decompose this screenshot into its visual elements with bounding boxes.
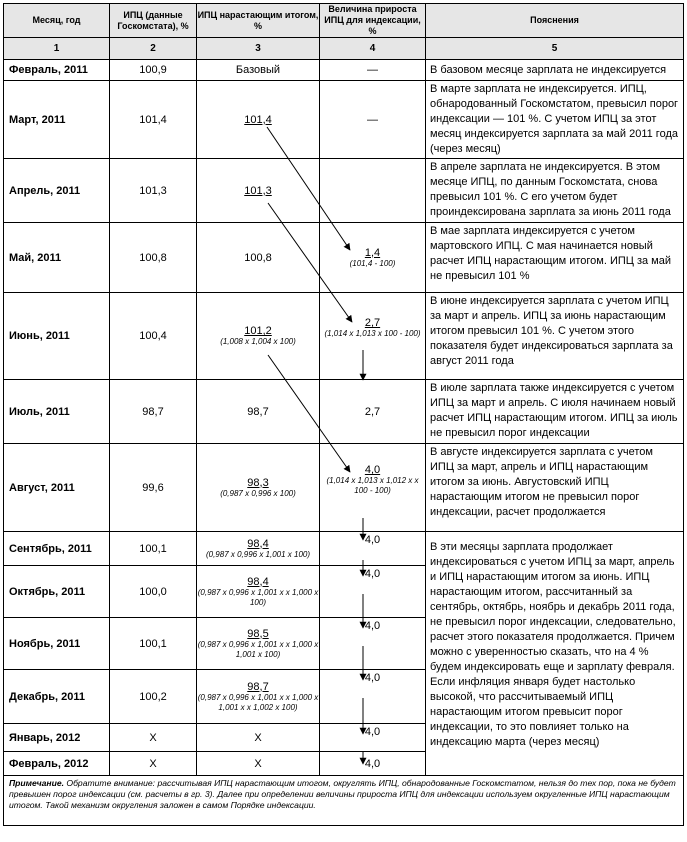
cumulative-cell: X <box>197 724 320 752</box>
month-cell: Апрель, 2011 <box>4 159 110 223</box>
month-cell: Ноябрь, 2011 <box>4 618 110 670</box>
cumulative-value: 98,3 <box>247 476 269 489</box>
cpi-cell: 100,4 <box>110 293 197 380</box>
cumulative-value: 98,5 <box>247 627 269 640</box>
cumulative-value: 98,4 <box>247 575 269 588</box>
cumulative-value: 101,2 <box>244 325 272 337</box>
growth-cell: 4,0 <box>320 618 426 670</box>
growth-value: 2,7 <box>364 317 381 329</box>
explanation-merged: В эти месяцы зарплата продолжает индексироваться с учетом ИПЦ за март, апрель и ИПЦ нарастающим итогом за июнь. ИПЦ нарастающим итогом, рассчитанный за сентябрь, октябрь, ноябрь и декабрь 2011 года, не превысил порог индексации, следовательно, расчет этого показателя продолжается. Причем можно с уверенностью сказать, что на 4 % будем индексировать еще и зарплату февраля. Если инфляция января будет настолько высокой, что рассчитываемый ИПЦ нарастающим итогом превысит порог индексации, то это повлияет только на индексацию марта (через месяц) <box>426 532 684 776</box>
growth-calc: (101,4 - 100) <box>349 258 396 268</box>
month-cell: Февраль, 2012 <box>4 752 110 776</box>
cumulative-cell: 101,4 <box>244 113 272 126</box>
column-number: 3 <box>197 38 320 60</box>
month-cell: Июль, 2011 <box>4 380 110 444</box>
cpi-cell: 100,0 <box>110 566 197 618</box>
cumulative-value: 98,7 <box>247 680 269 693</box>
growth-cell: 2,7 <box>320 380 426 444</box>
cumulative-calc: (0,987 x 0,996 x 1,001 x x 1,000 x 1,001 x 100) <box>197 639 319 659</box>
explanation-cell: В апреле зарплата не индексируется. В этом месяце ИПЦ, по данным Госкомстата, снова превысил 101 %. С его учетом будет проиндексирована зарплата за июнь 2011 года <box>426 159 684 223</box>
cpi-cell: 101,4 <box>110 81 197 159</box>
growth-cell: 4,0 <box>320 532 426 566</box>
growth-cell: 4,0 <box>320 566 426 618</box>
cpi-cell: 100,1 <box>110 532 197 566</box>
month-cell: Январь, 2012 <box>4 724 110 752</box>
cpi-cell: X <box>110 724 197 752</box>
cpi-cell: 100,9 <box>110 60 197 81</box>
cpi-cell: 100,8 <box>110 223 197 293</box>
explanation-cell: В мае зарплата индексируется с учетом мартовского ИПЦ. С мая начинается новый расчет ИПЦ нарастающим итогом. ИПЦ за май не превысил 101 % <box>426 223 684 293</box>
column-number: 4 <box>320 38 426 60</box>
cumulative-cell: Базовый <box>197 60 320 81</box>
cpi-cell: 101,3 <box>110 159 197 223</box>
header-month: Месяц, год <box>4 4 110 38</box>
cumulative-calc: (0,987 x 0,996 x 100) <box>220 488 296 498</box>
cumulative-calc: (0,987 x 0,996 x 1,001 x 100) <box>205 549 311 559</box>
month-cell: Декабрь, 2011 <box>4 670 110 724</box>
cpi-cell: X <box>110 752 197 776</box>
note-text: Обратите внимание: рассчитывая ИПЦ нарастающим итогом, округлять ИПЦ, обнародованные Госкомстатом, нельзя до тех пор, пока не будет превышен порог индексации (см. расчеты в гр. 3). Далее при определении величины прироста ИПЦ для индексации используем округленные ИПЦ нарастающим итогом. Такой механизм округления заложен в самом Порядке индексации. <box>9 778 676 810</box>
note-label: Примечание. <box>9 778 64 788</box>
month-cell: Март, 2011 <box>4 81 110 159</box>
header-growth: Величина прироста ИПЦ для индексации, % <box>320 4 426 38</box>
cumulative-calc: (0,987 x 0,996 x 1,001 x x 1,000 x 1,001 x x 1,002 x 100) <box>197 692 319 712</box>
growth-calc: (1,014 x 1,013 x 1,012 x x 100 - 100) <box>326 476 419 495</box>
cumulative-value: 98,4 <box>247 537 269 550</box>
month-cell: Сентябрь, 2011 <box>4 532 110 566</box>
growth-cell: — <box>320 60 426 81</box>
column-number: 1 <box>4 38 110 60</box>
growth-cell: 4,0 <box>320 724 426 752</box>
growth-value: 4,0 <box>364 464 381 476</box>
header-explanation: Пояснения <box>426 4 684 38</box>
month-cell: Октябрь, 2011 <box>4 566 110 618</box>
column-number: 5 <box>426 38 684 60</box>
cpi-cell: 99,6 <box>110 444 197 532</box>
month-cell: Август, 2011 <box>4 444 110 532</box>
arrow-june-to-august <box>268 355 350 472</box>
explanation-cell: В июле зарплата также индексируется с учетом ИПЦ за март и апрель. С июля начинаем новый расчет ИПЦ нарастающим итогом. ИПЦ за июль не превысил порог индексации <box>426 380 684 444</box>
header-cumulative: ИПЦ нарастающим итогом, % <box>197 4 320 38</box>
growth-calc: (1,014 x 1,013 x 100 - 100) <box>324 329 421 338</box>
cumulative-calc: (1,008 x 1,004 x 100) <box>220 337 296 346</box>
arrow-april-to-june <box>268 203 352 322</box>
growth-cell: — <box>320 81 426 159</box>
cumulative-cell: 100,8 <box>197 223 320 293</box>
cpi-cell: 100,2 <box>110 670 197 724</box>
cpi-cell: 98,7 <box>110 380 197 444</box>
growth-cell: 4,0 <box>320 752 426 776</box>
cumulative-cell: X <box>197 752 320 776</box>
header-cpi: ИПЦ (данные Госкомстата), % <box>110 4 197 38</box>
cumulative-cell: 101,3 <box>244 184 272 197</box>
explanation-cell: В июне индексируется зарплата с учетом ИПЦ за март и апрель. ИПЦ за июнь нарастающим итогом превысил 101 %. С учетом этого показателя будет индексироваться зарплата за август 2011 года <box>426 293 684 380</box>
column-number: 2 <box>110 38 197 60</box>
cumulative-calc: (0,987 x 0,996 x 1,001 x x 1,000 x 100) <box>197 587 319 607</box>
explanation-cell: В августе индексируется зарплата с учетом ИПЦ за март, апрель и ИПЦ нарастающим итогом за июнь. Августовский ИПЦ нарастающим итогом не превысил порог индексации, расчет продолжается <box>426 444 684 532</box>
arrow-march-to-may <box>267 127 350 250</box>
cpi-cell: 100,1 <box>110 618 197 670</box>
growth-cell: 4,0 <box>320 670 426 724</box>
month-cell: Май, 2011 <box>4 223 110 293</box>
month-cell: Февраль, 2011 <box>4 60 110 81</box>
growth-value: 1,4 <box>364 246 381 259</box>
month-cell: Июнь, 2011 <box>4 293 110 380</box>
explanation-cell: В базовом месяце зарплата не индексируется <box>426 60 684 81</box>
cumulative-cell: 98,7 <box>197 380 320 444</box>
explanation-cell: В марте зарплата не индексируется. ИПЦ, обнародованный Госкомстатом, превысил порог индексации — 101 %. С учетом ИПЦ за этот месяц индексируется зарплата за май 2011 года (через месяц) <box>426 81 684 159</box>
